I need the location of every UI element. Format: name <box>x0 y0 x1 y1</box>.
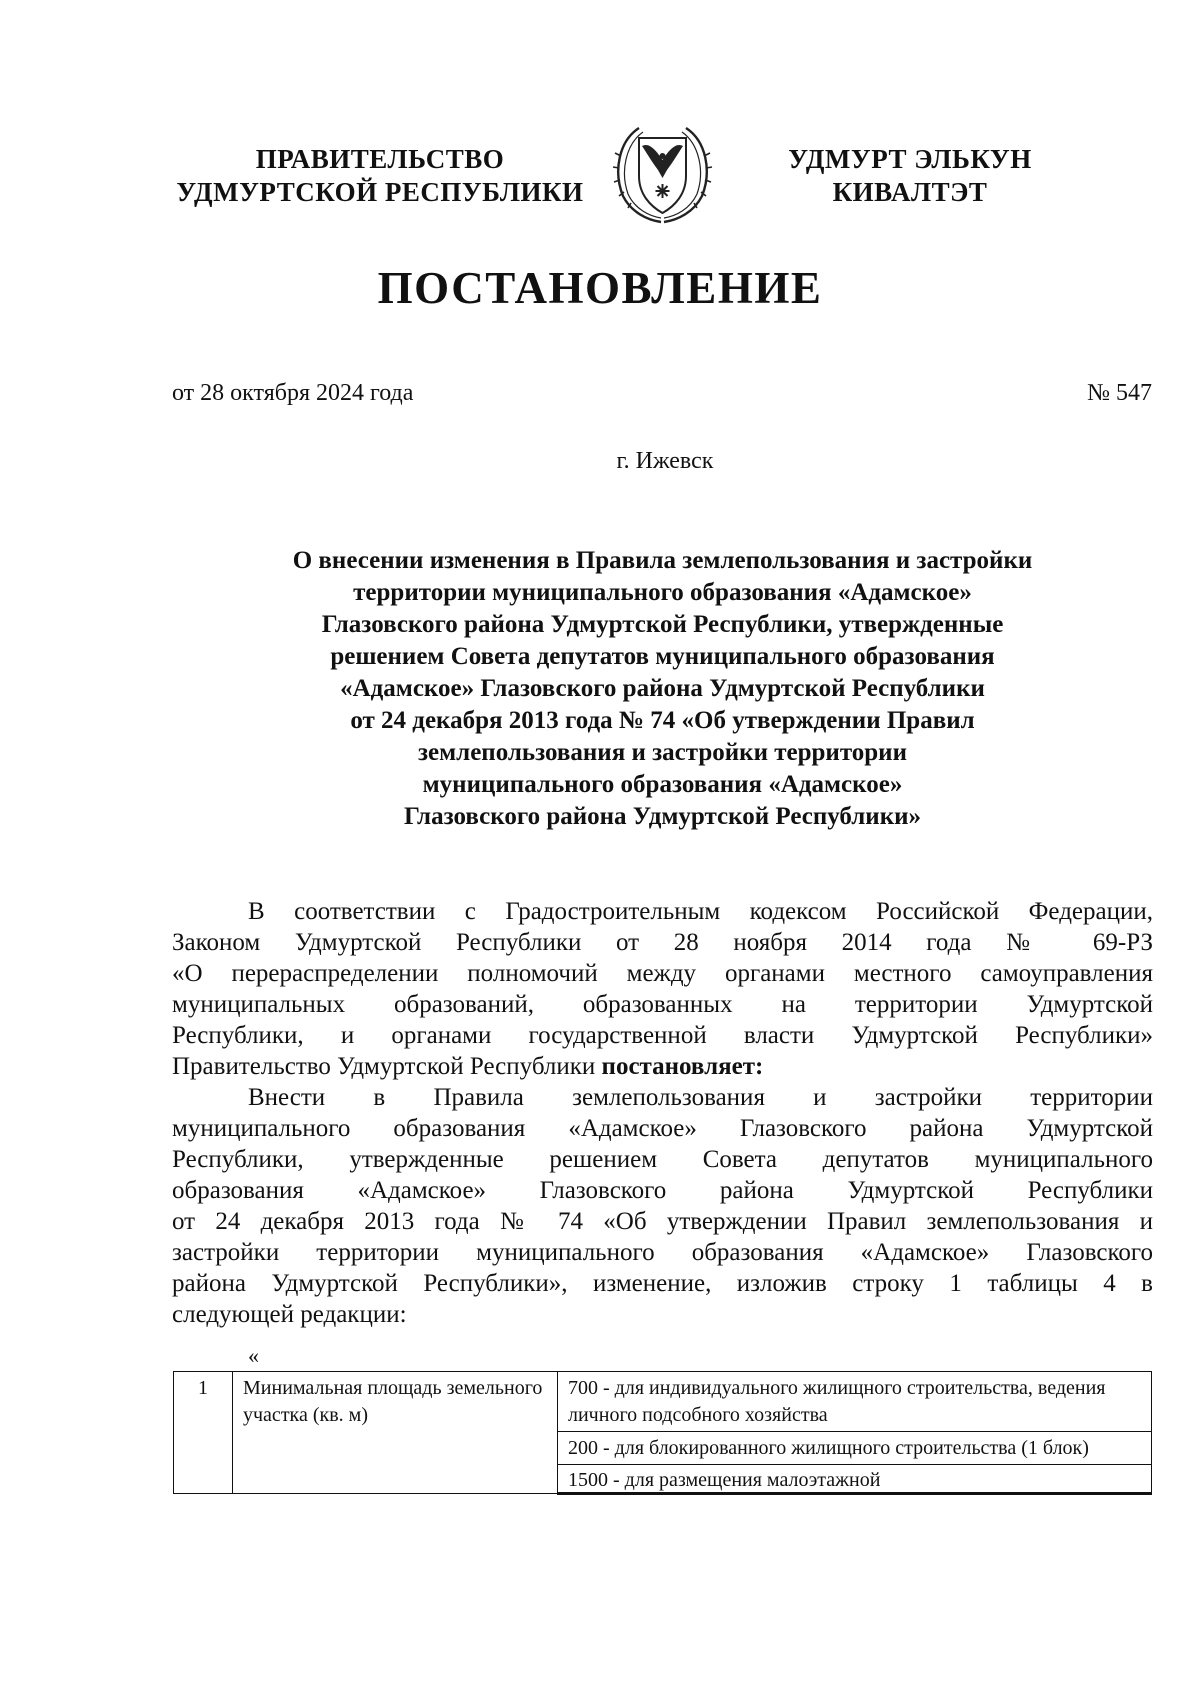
paragraph-line <box>172 1051 1153 1082</box>
title-line: решением Совета депутатов муниципального образования <box>330 643 995 670</box>
paragraph-line: района Удмуртской Республики», изменение, изложив строку 1 таблицы 4 в <box>172 1270 1153 1297</box>
document-city: г. Ижевск <box>616 448 714 474</box>
resolution-subject: Правительство Удмуртской Республики <box>172 1053 602 1080</box>
resolution-colon: : <box>755 1053 764 1080</box>
header-left <box>160 143 600 209</box>
parameter-value-cell: 1500 - для размещения малоэтажной <box>558 1465 1152 1494</box>
document-title <box>170 545 1155 833</box>
amended-table-row <box>173 1371 1152 1495</box>
header-left-line1: ПРАВИТЕЛЬСТВО <box>255 144 505 174</box>
udmurt-coat-of-arms-icon <box>609 116 716 226</box>
paragraph-line: «О перераспределении полномочий между органами местного самоуправления <box>172 960 1153 987</box>
title-line: от 24 декабря 2013 года № 74 «Об утверждении Правил <box>350 707 975 734</box>
paragraph-line: муниципального образования «Адамское» Глазовского района Удмуртской <box>172 1115 1153 1142</box>
table-row <box>174 1372 1152 1432</box>
paragraph-line: Внести в Правила землепользования и застройки территории <box>248 1084 1153 1111</box>
title-line: «Адамское» Глазовского района Удмуртской Республики <box>340 675 985 702</box>
title-line: Глазовского района Удмуртской Республики, утвержденные <box>321 611 1004 638</box>
header-right <box>760 143 1060 209</box>
title-line: муниципального образования «Адамское» <box>422 771 903 798</box>
header-left-line2: УДМУРТСКОЙ РЕСПУБЛИКИ <box>176 177 584 207</box>
preamble-paragraph <box>172 896 1153 1082</box>
resolution-verb: постановляет <box>601 1053 756 1080</box>
paragraph-line: следующей редакции: <box>172 1301 407 1328</box>
title-line: землепользования и застройки территории <box>418 739 907 766</box>
row-number-cell: 1 <box>174 1372 233 1494</box>
paragraph-line: Республики, утвержденные решением Совета депутатов муниципального <box>172 1146 1153 1173</box>
paragraph-line: Законом Удмуртской Республики от 28 ноября 2014 года № 69-РЗ <box>172 929 1153 956</box>
header-right-line1: УДМУРТ ЭЛЬКУН <box>788 144 1032 174</box>
paragraph-line: застройки территории муниципального образования «Адамское» Глазовского <box>172 1239 1153 1266</box>
paragraph-line: В соответствии с Градостроительным кодексом Российской Федерации, <box>248 898 1153 925</box>
parameter-name-cell: Минимальная площадь земельного участка (кв. м) <box>233 1372 558 1494</box>
paragraph-line: образования «Адамское» Глазовского района Удмуртской Республики <box>172 1177 1153 1204</box>
paragraph-line: Республики, и органами государственной власти Удмуртской Республики» <box>172 1022 1153 1049</box>
paragraph-line: муниципальных образований, образованных на территории Удмуртской <box>172 991 1153 1018</box>
title-line: Глазовского района Удмуртской Республики» <box>403 803 922 830</box>
amendment-paragraph <box>172 1082 1153 1330</box>
title-line: О внесении изменения в Правила землепользования и застройки <box>292 547 1033 574</box>
header-right-line2: КИВАЛТЭТ <box>832 177 988 207</box>
title-line: территории муниципального образования «Адамское» <box>353 579 972 606</box>
opening-quote: « <box>248 1343 259 1368</box>
paragraph-line: от 24 декабря 2013 года № 74 «Об утверждении Правил землепользования и <box>172 1208 1153 1235</box>
parameter-value-cell: 200 - для блокированного жилищного строительства (1 блок) <box>558 1432 1152 1465</box>
parameter-value-cell: 700 - для индивидуального жилищного строительства, ведения личного подсобного хозяйства <box>558 1372 1152 1432</box>
document-type-heading: ПОСТАНОВЛЕНИЕ <box>377 263 823 313</box>
document-number: № 547 <box>1087 380 1152 406</box>
document-date: от 28 октября 2024 года <box>172 380 414 406</box>
